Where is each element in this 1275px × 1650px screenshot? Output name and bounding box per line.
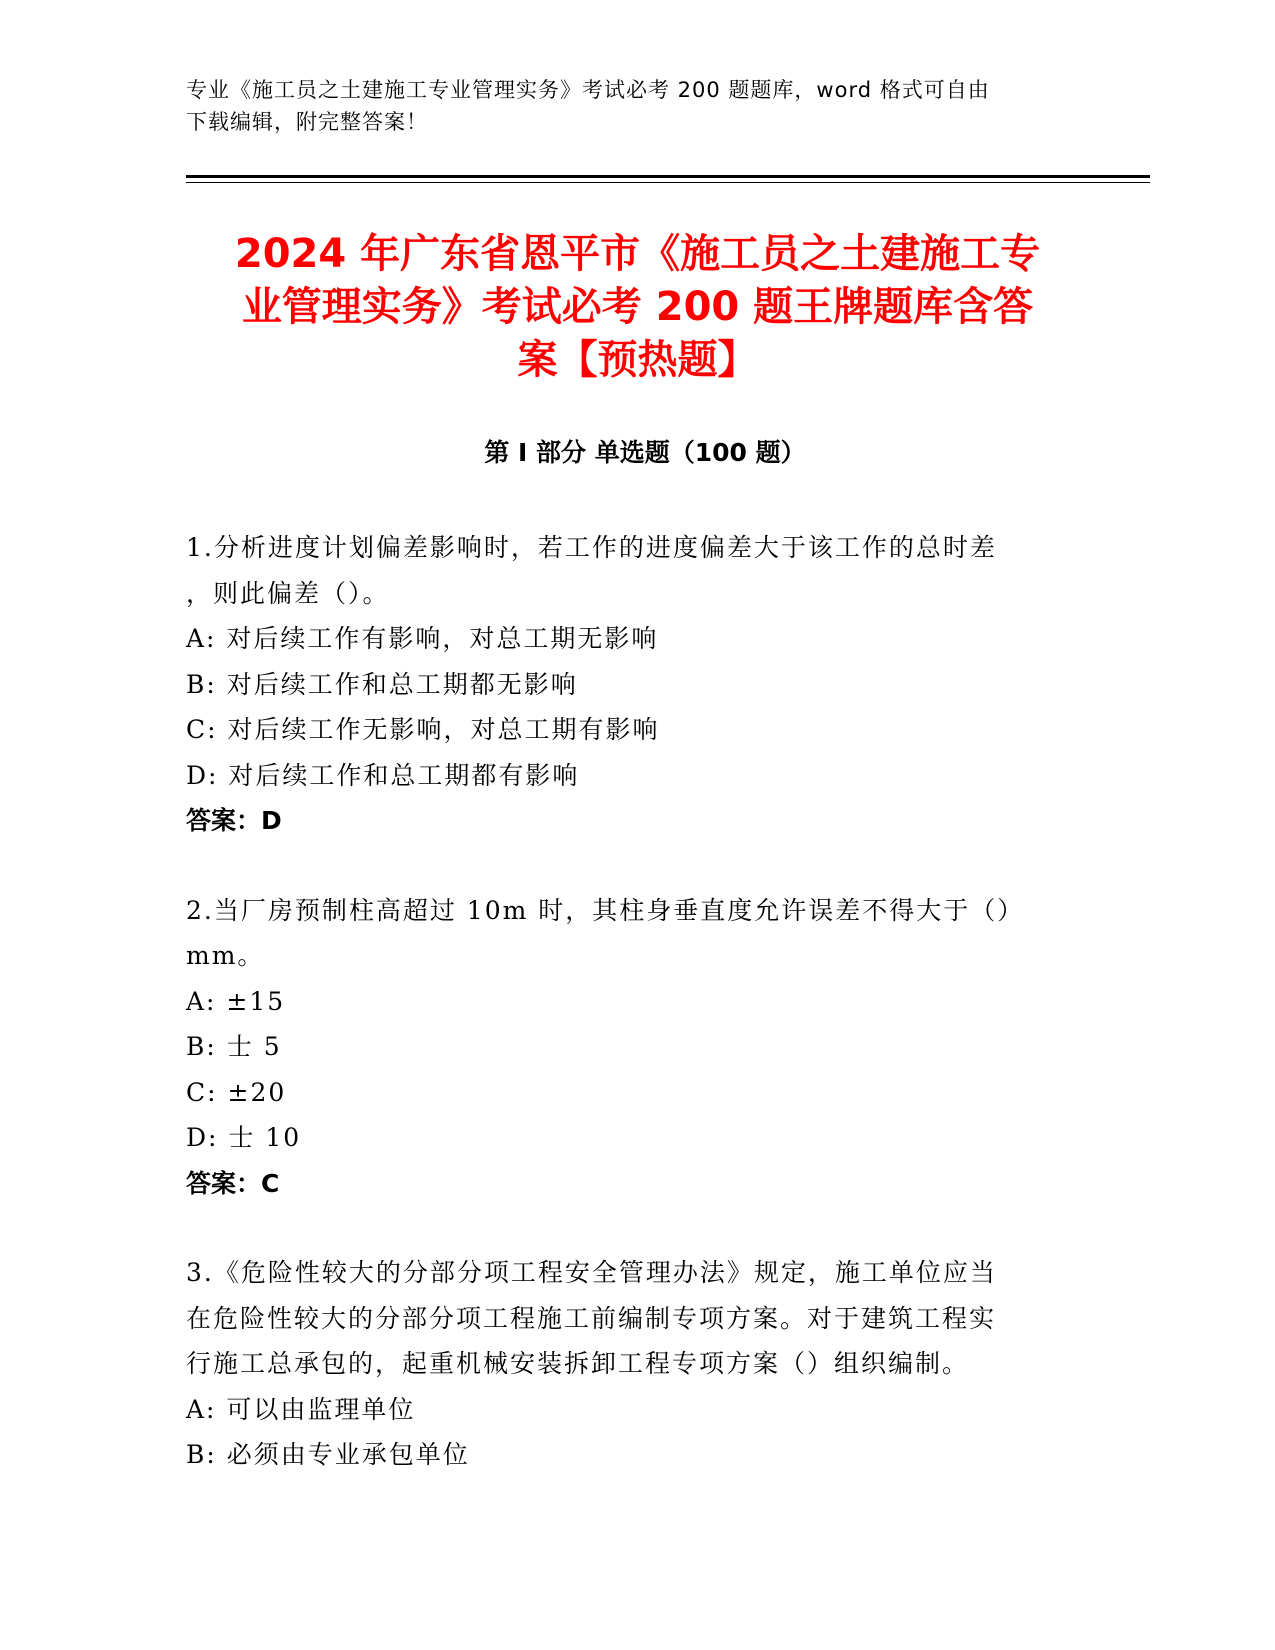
question-stem-line: 2.当厂房预制柱高超过 10m 时，其柱身垂直度允许误差不得大于（） (186, 895, 1025, 925)
question-list (186, 525, 1086, 1522)
section-title: 第 I 部分 单选题（100 题） (484, 438, 806, 467)
document-title-line: 2024 年广东省恩平市《施工员之土建施工专 (234, 231, 1041, 277)
option-b: B: 士 5 (186, 1032, 282, 1061)
option-d: D: 士 10 (186, 1123, 302, 1152)
header-rule-thin (186, 182, 1150, 183)
question-stem-line: mm。 (186, 941, 265, 970)
document-title-line: 案【预热题】 (517, 337, 758, 383)
header-rule-thick (186, 175, 1150, 178)
question-3 (186, 1250, 1086, 1478)
question-1 (186, 525, 1086, 844)
answer: 答案：C (186, 1168, 280, 1198)
option-a: A: ±15 (186, 986, 286, 1016)
document-title (150, 228, 1125, 387)
question-stem-line: 1.分析进度计划偏差影响时，若工作的进度偏差大于该工作的总时差 (186, 533, 997, 562)
option-c: C: ±20 (186, 1077, 287, 1107)
option-a: A: 对后续工作有影响，对总工期无影响 (186, 624, 659, 653)
document-title-line: 业管理实务》考试必考 200 题王牌题库含答 (241, 284, 1034, 330)
option-b: B: 对后续工作和总工期都无影响 (186, 669, 578, 699)
question-2 (186, 888, 1086, 1207)
question-stem-line: 在危险性较大的分部分项工程施工前编制专项方案。对于建筑工程实 (186, 1303, 997, 1333)
option-d: D: 对后续工作和总工期都有影响 (186, 760, 580, 790)
option-c: C: 对后续工作无影响，对总工期有影响 (186, 715, 660, 744)
option-b: B: 必须由专业承包单位 (186, 1440, 470, 1469)
question-stem-line: 行施工总承包的，起重机械安装拆卸工程专项方案（）组织编制。 (186, 1349, 970, 1378)
header-note (186, 74, 1086, 138)
answer: 答案：D (186, 806, 282, 835)
question-stem-line: ，则此偏差（）。 (186, 578, 390, 608)
question-stem-line: 3.《危险性较大的分部分项工程安全管理办法》规定，施工单位应当 (186, 1258, 997, 1287)
header-note-line: 下载编辑，附完整答案！ (186, 110, 428, 134)
option-a: A: 可以由监理单位 (186, 1394, 416, 1424)
header-note-line: 专业《施工员之土建施工专业管理实务》考试必考 200 题题库，word 格式可自由 (186, 78, 990, 102)
